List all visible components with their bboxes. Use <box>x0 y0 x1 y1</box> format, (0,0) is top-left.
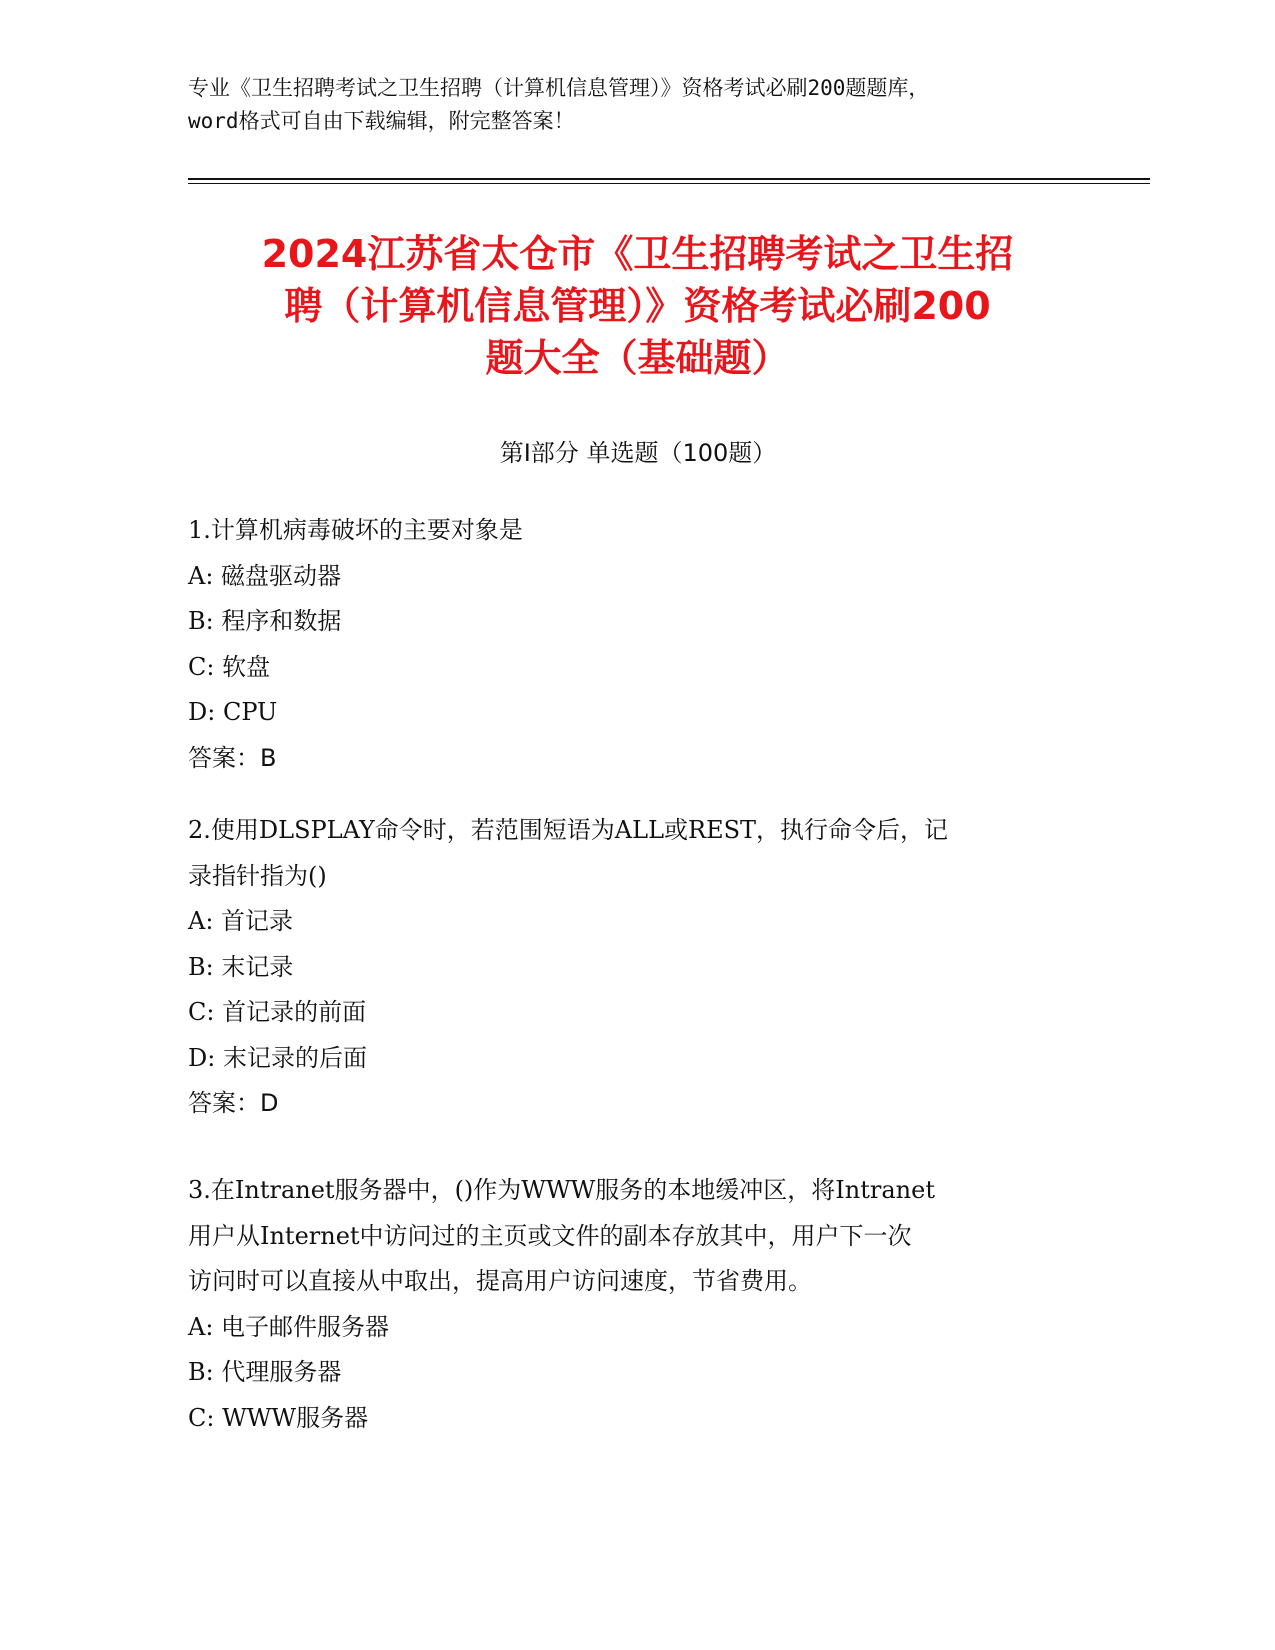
header-divider-thin <box>188 183 1150 184</box>
header-note <box>188 72 1088 138</box>
question-stem <box>188 808 1088 899</box>
stem-line: 3.在Intranet服务器中，()作为WWW服务的本地缓冲区，将Intranet <box>188 1176 935 1204</box>
stem-line: 用户从Internet中访问过的主页或文件的副本存放其中，用户下一次 <box>188 1221 912 1250</box>
option-b: B: 末记录 <box>188 952 294 981</box>
answer: 答案：D <box>188 1089 279 1117</box>
question-2 <box>188 808 1088 1127</box>
option-a: A: 首记录 <box>188 907 294 935</box>
option-c: C: 首记录的前面 <box>188 998 367 1026</box>
title-line-3: 题大全（基础题） <box>485 336 790 380</box>
stem-line: 2.使用DLSPLAY命令时，若范围短语为ALL或REST，执行命令后，记 <box>188 816 949 844</box>
title-line-2: 聘（计算机信息管理）》资格考试必刷200 <box>284 284 991 328</box>
option-c: C: 软盘 <box>188 652 271 681</box>
stem-line: 1.计算机病毒破坏的主要对象是 <box>188 516 523 544</box>
header-divider-thick <box>188 178 1150 180</box>
header-note-line-1: 专业《卫生招聘考试之卫生招聘（计算机信息管理）》资格考试必刷200题题库， <box>188 76 930 100</box>
option-b: B: 程序和数据 <box>188 607 342 635</box>
option-a: A: 磁盘驱动器 <box>188 561 342 590</box>
option-a: A: 电子邮件服务器 <box>188 1312 390 1341</box>
option-d: D: 末记录的后面 <box>188 1043 367 1072</box>
section-title: 第I部分 单选题（100题） <box>499 439 777 467</box>
option-c: C: WWW服务器 <box>188 1403 369 1432</box>
title-line-1: 2024江苏省太仓市《卫生招聘考试之卫生招 <box>261 232 1014 276</box>
answer: 答案：B <box>188 743 277 772</box>
stem-line: 访问时可以直接从中取出，提高用户访问速度，节省费用。 <box>188 1267 812 1295</box>
question-3 <box>188 1168 1088 1441</box>
header-note-line-2: word格式可自由下载编辑，附完整答案！ <box>188 109 575 133</box>
question-stem <box>188 508 1088 554</box>
stem-line: 录指针指为() <box>188 861 327 890</box>
question-stem <box>188 1168 1088 1305</box>
question-1 <box>188 508 1088 781</box>
option-d: D: CPU <box>188 698 278 726</box>
document-title <box>150 228 1125 384</box>
option-b: B: 代理服务器 <box>188 1358 342 1386</box>
